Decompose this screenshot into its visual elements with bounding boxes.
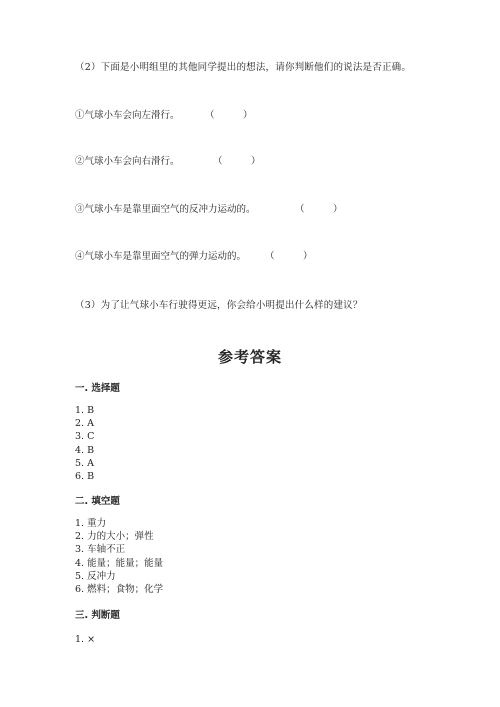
list-item: 2. A xyxy=(75,418,94,430)
true-false-answers-list xyxy=(75,633,95,646)
list-item: 6. B xyxy=(75,471,95,483)
choice-answers-list xyxy=(75,404,94,483)
statement-1-text: ①气球小车会向左滑行。 xyxy=(75,110,180,121)
question-2-intro: （2）下面是小明组里的其他同学提出的想法，请你判断他们的说法是否正确。 xyxy=(75,62,412,73)
list-item: 2. 力的大小；弹性 xyxy=(75,531,154,543)
list-item: 5. 反冲力 xyxy=(75,570,116,582)
statement-3-blank: （ ） xyxy=(295,204,343,215)
list-item: 6. 燃料；食物；化学 xyxy=(75,584,164,596)
statement-1-blank: （ ） xyxy=(205,110,253,121)
fill-blank-answers-list xyxy=(75,517,163,596)
statement-3-text: ③气球小车是靠里面空气的反冲力运动的。 xyxy=(75,204,256,215)
list-item: 4. 能量；能量；能量 xyxy=(75,557,164,569)
question-3: （3）为了让气球小车行驶得更远，你会给小明提出什么样的建议？ xyxy=(75,300,363,311)
section-heading-fill-blank: 二. 填空题 xyxy=(75,496,120,507)
answer-key-title: 参考答案 xyxy=(217,348,282,366)
statement-2-text: ②气球小车会向右滑行。 xyxy=(75,156,180,167)
list-item: 3. C xyxy=(75,431,95,443)
list-item: 1. 重力 xyxy=(75,518,107,529)
list-item: 5. A xyxy=(75,457,94,469)
statement-2-blank: （ ） xyxy=(213,156,261,167)
statement-4-text: ④气球小车是靠里面空气的弹力运动的。 xyxy=(75,251,247,262)
statement-3 xyxy=(75,204,343,216)
section-heading-true-false: 三. 判断题 xyxy=(75,610,120,621)
list-item: 1. B xyxy=(75,405,95,416)
statement-2 xyxy=(75,156,261,168)
list-item: 1. × xyxy=(75,634,96,645)
list-item: 4. B xyxy=(75,444,95,456)
statement-4 xyxy=(75,251,313,263)
section-heading-choice: 一. 选择题 xyxy=(75,383,120,394)
statement-1 xyxy=(75,110,253,122)
statement-4-blank: （ ） xyxy=(265,251,313,262)
list-item: 3. 车轴不正 xyxy=(75,544,126,556)
